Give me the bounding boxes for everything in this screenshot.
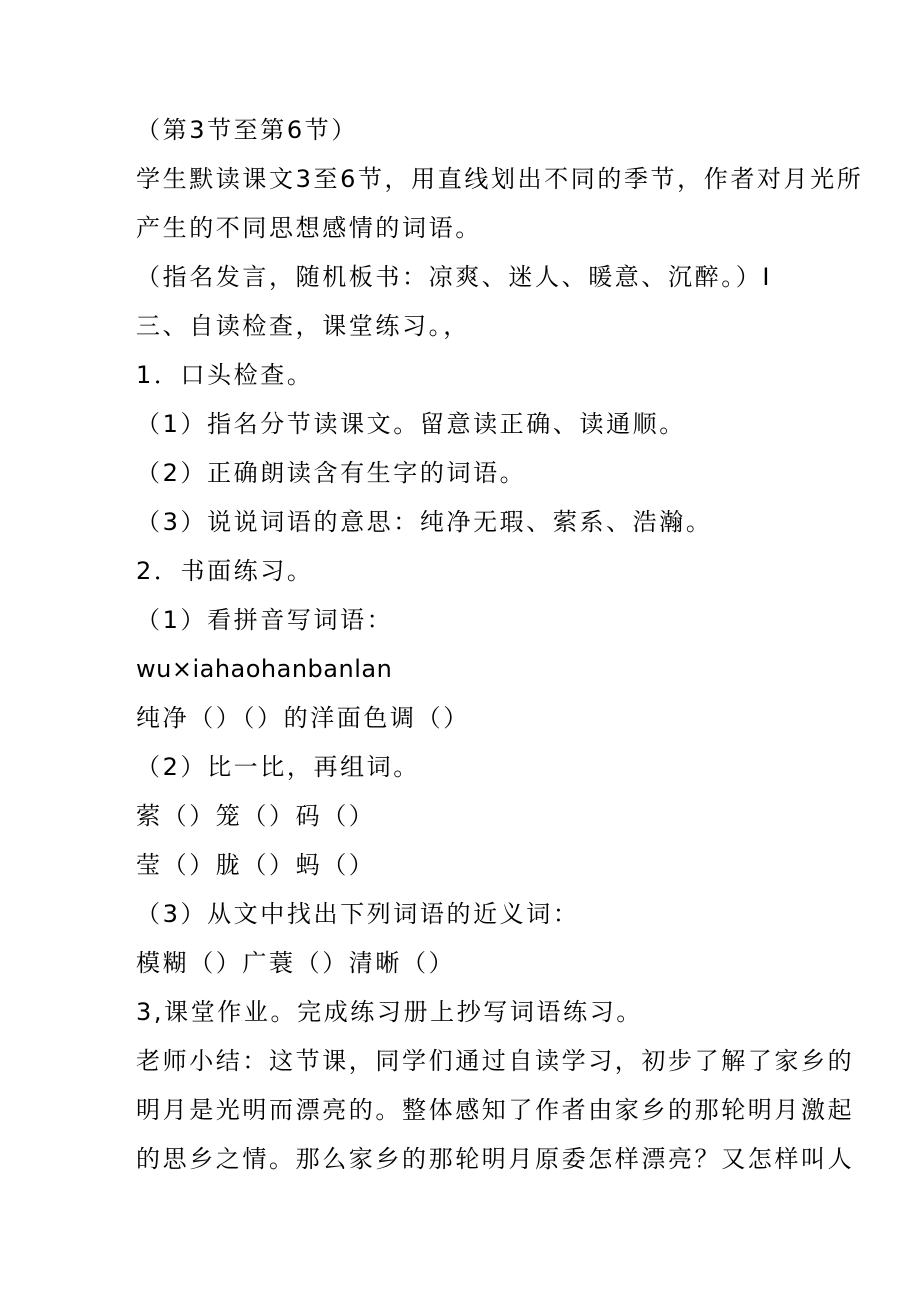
list-item: （2）正确朗读含有生字的词语。 (136, 459, 527, 487)
paragraph-line: 的思乡之情。那么家乡的那轮明月原委怎样漂亮？又怎样叫人 (136, 1145, 855, 1173)
subheading: 2．书面练习。 (136, 557, 314, 585)
paragraph-line: 老师小结：这节课，同学们通过自读学习，初步了解了家乡的 (136, 1047, 855, 1075)
paragraph-line: 明月是光明而漂亮的。整体感知了作者由家乡的那轮明月激起 (136, 1096, 855, 1124)
list-item: （1）指名分节读课文。留意读正确、读通顺。 (136, 410, 686, 438)
pinyin-line: wu×iahaohanbanlan (136, 655, 393, 683)
subheading: 1．口头检查。 (136, 361, 314, 389)
exercise-line: 萦（）笼（）码（） (136, 802, 376, 830)
list-item: （2）比一比，再组词。 (136, 753, 420, 781)
exercise-line: 莹（）胧（）蚂（） (136, 851, 376, 879)
list-item: （3）从文中找出下列词语的近义词： (136, 900, 580, 928)
exercise-line: 纯净（）（）的洋面色调（） (136, 704, 470, 732)
section-range-line: （第3节至第6节） (136, 116, 358, 144)
section-heading: 三、自读检查，课堂练习。， (136, 312, 470, 340)
list-item: （3）说说词语的意思：纯净无瑕、萦系、浩瀚。 (136, 508, 713, 536)
paragraph-line: 3,课堂作业。完成练习册上抄写词语练习。 (136, 998, 643, 1026)
list-item: （1）看拼音写词语： (136, 606, 394, 634)
paragraph-line: 学生默读课文3至6节，用直线划出不同的季节，作者对月光所 (136, 165, 864, 193)
paragraph-line: （指名发言，随机板书：凉爽、迷人、暖意、沉醉。）I (136, 263, 773, 291)
exercise-line: 模糊（）广蓑（）清晰（） (136, 949, 456, 977)
paragraph-line: 产生的不同思想感情的词语。 (136, 214, 482, 242)
